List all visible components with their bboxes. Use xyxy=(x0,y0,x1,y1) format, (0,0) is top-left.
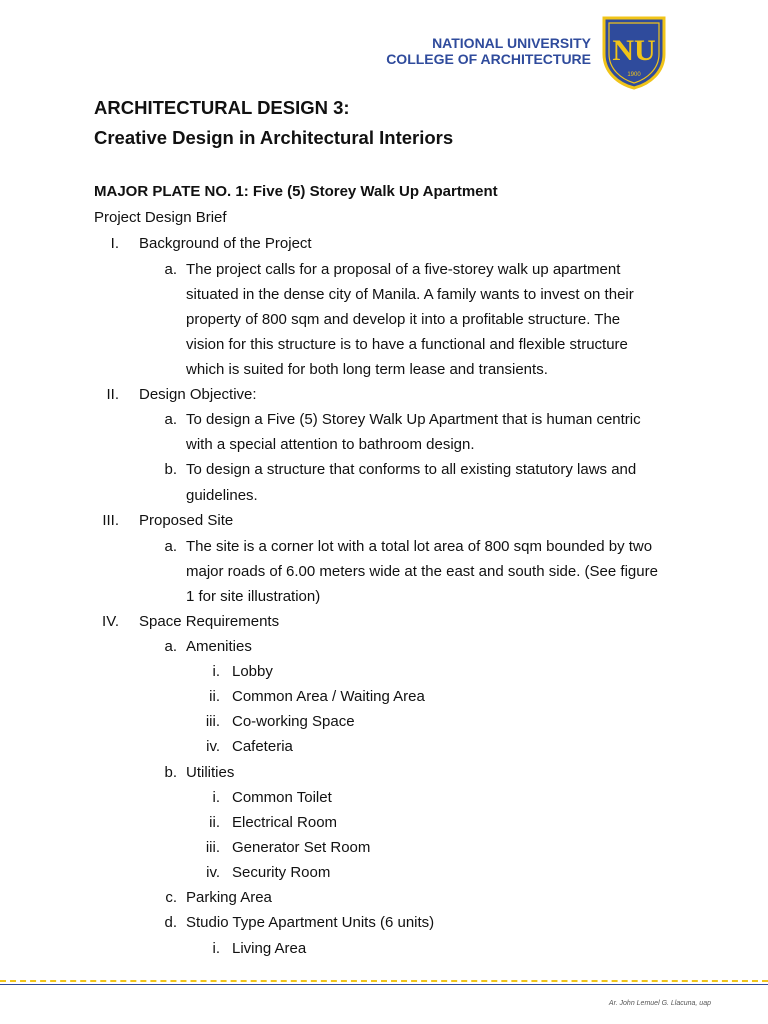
item-marker: c. xyxy=(165,889,177,906)
paragraph-line: 1 for site illustration) xyxy=(186,588,321,605)
section-number: I. xyxy=(110,235,119,252)
paragraph-line: The project calls for a proposal of a five-storey walk up apartment xyxy=(186,261,621,278)
university-name: NATIONAL UNIVERSITY xyxy=(432,35,591,51)
paragraph-line: The site is a corner lot with a total lot area of 800 sqm bounded by two xyxy=(186,538,653,555)
subitem-label: Common Toilet xyxy=(232,789,332,806)
section-heading: Design Objective: xyxy=(139,386,257,403)
paragraph-line: To design a structure that conforms to all existing statutory laws and xyxy=(186,461,637,478)
paragraph-line: which is suited for both long term lease and transients. xyxy=(186,361,548,378)
list-item-label: Studio Type Apartment Units (6 units) xyxy=(186,914,435,931)
section-heading: Space Requirements xyxy=(139,613,280,630)
subitem-label: Lobby xyxy=(232,663,273,680)
subitem-marker: i. xyxy=(212,789,220,806)
subitem-label: Common Area / Waiting Area xyxy=(232,688,425,705)
subitem-marker: i. xyxy=(212,663,220,680)
subitem-marker: iii. xyxy=(205,713,220,730)
svg-text:NU: NU xyxy=(612,34,656,67)
item-marker: a. xyxy=(164,261,177,278)
item-marker: b. xyxy=(164,461,177,478)
subitem-marker: i. xyxy=(212,940,220,957)
item-marker: b. xyxy=(164,764,177,781)
college-name: COLLEGE OF ARCHITECTURE xyxy=(386,51,591,67)
subitem-label: Living Area xyxy=(232,940,307,957)
section-number: III. xyxy=(102,512,119,529)
plate-title: MAJOR PLATE NO. 1: Five (5) Storey Walk Up Apartment xyxy=(94,183,498,200)
paragraph-line: guidelines. xyxy=(186,487,258,504)
list-item-label: Amenities xyxy=(186,638,252,655)
item-marker: d. xyxy=(164,914,177,931)
brief-label: Project Design Brief xyxy=(94,209,227,226)
item-marker: a. xyxy=(164,411,177,428)
paragraph-line: situated in the dense city of Manila. A family wants to invest on their xyxy=(186,286,634,303)
item-marker: a. xyxy=(164,538,177,555)
section-number: II. xyxy=(106,386,119,403)
svg-text:1900: 1900 xyxy=(627,72,641,78)
subitem-marker: iii. xyxy=(205,839,220,856)
footer-divider-gold xyxy=(0,980,768,982)
subitem-marker: iv. xyxy=(206,864,220,881)
section-heading: Proposed Site xyxy=(139,512,234,529)
subitem-label: Generator Set Room xyxy=(232,839,371,856)
paragraph-line: property of 800 sqm and develop it into a profitable structure. The xyxy=(186,311,621,328)
list-item-label: Parking Area xyxy=(186,889,272,906)
national-university-seal-logo xyxy=(600,14,668,90)
paragraph-line: major roads of 6.00 meters wide at the east and south side. (See figure xyxy=(186,563,658,580)
paragraph-line: with a special attention to bathroom design. xyxy=(186,436,475,453)
subitem-marker: ii. xyxy=(209,814,220,831)
section-heading: Background of the Project xyxy=(139,235,312,252)
subitem-label: Cafeteria xyxy=(232,738,293,755)
header-institution xyxy=(386,35,591,67)
subitem-label: Electrical Room xyxy=(232,814,338,831)
subitem-marker: iv. xyxy=(206,738,220,755)
footer-signature: Ar. John Lemuel G. Llacuna, uap xyxy=(608,1000,711,1007)
list-item-label: Utilities xyxy=(186,764,235,781)
footer-divider-blue xyxy=(0,984,768,985)
subitem-label: Security Room xyxy=(232,864,331,881)
subitem-label: Co-working Space xyxy=(232,713,355,730)
section-number: IV. xyxy=(102,613,119,630)
paragraph-line: vision for this structure is to have a functional and flexible structure xyxy=(186,336,628,353)
course-subtitle: Creative Design in Architectural Interiors xyxy=(94,127,454,148)
subitem-marker: ii. xyxy=(209,688,220,705)
course-title: ARCHITECTURAL DESIGN 3: xyxy=(94,97,350,118)
paragraph-line: To design a Five (5) Storey Walk Up Apartment that is human centric xyxy=(186,411,641,428)
item-marker: a. xyxy=(164,638,177,655)
